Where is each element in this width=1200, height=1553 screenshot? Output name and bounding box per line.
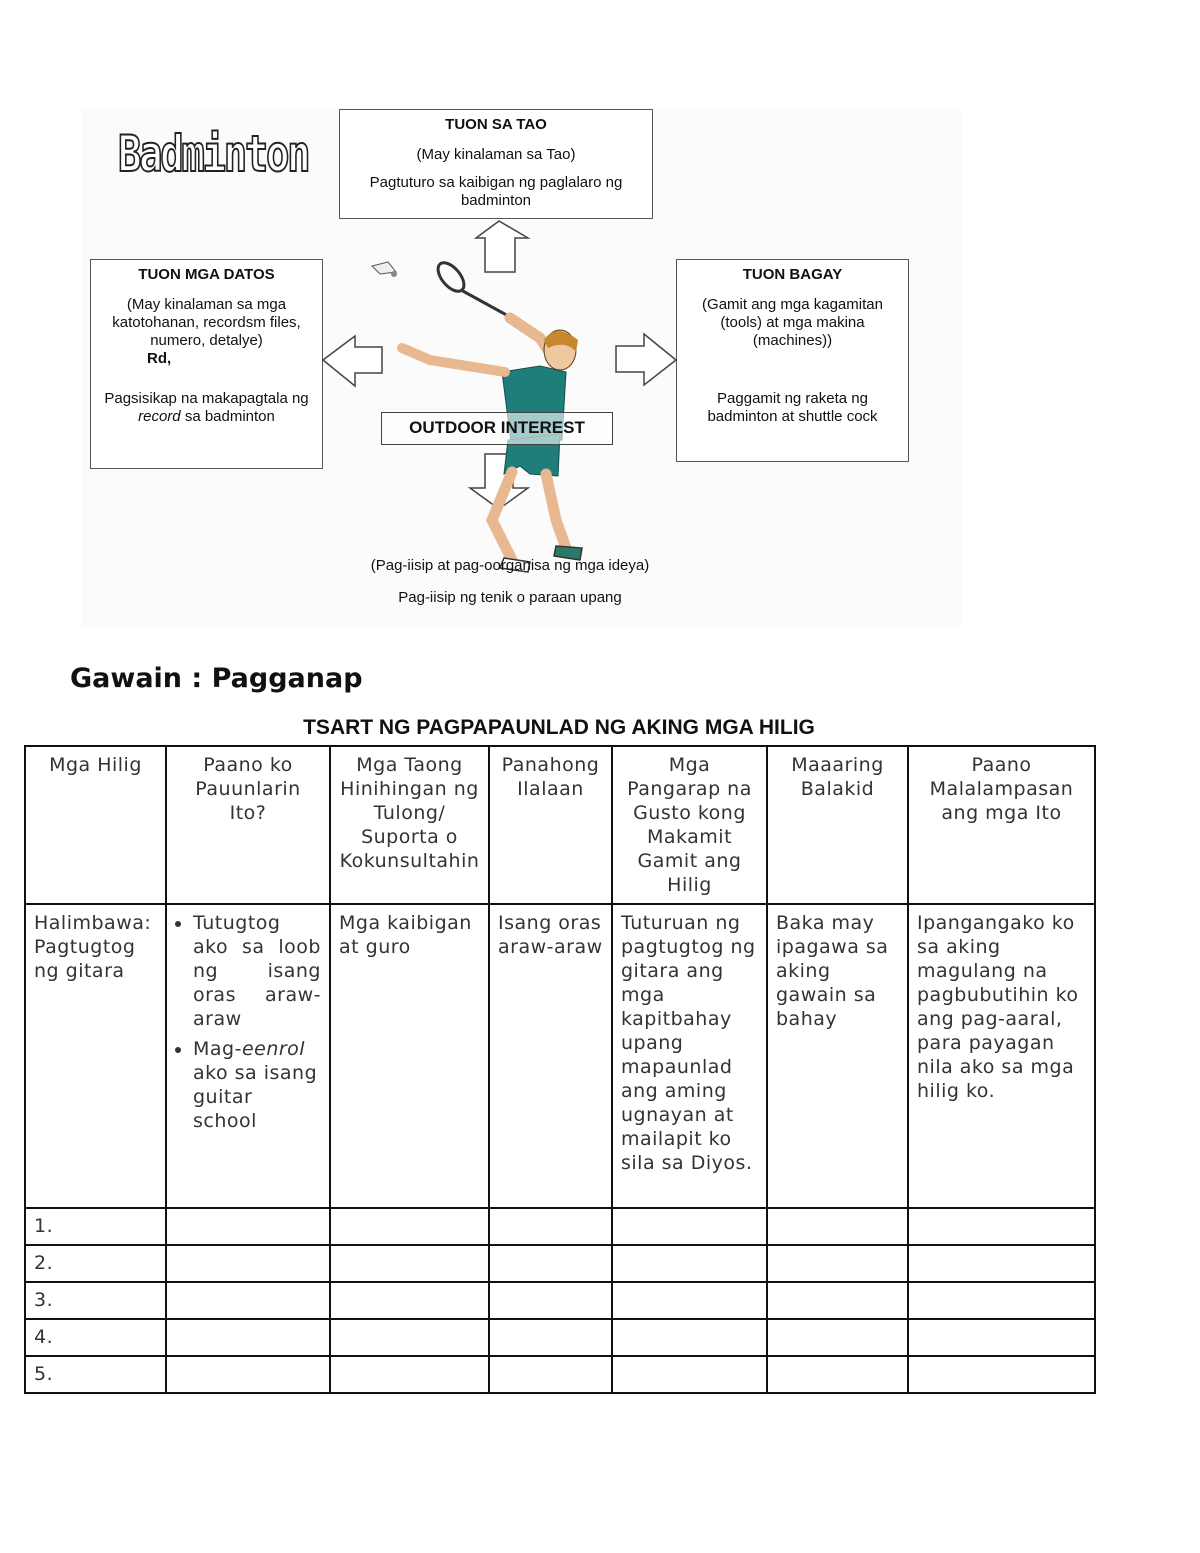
blank-cell[interactable] <box>908 1208 1095 1245</box>
tuon-datos-sub: (May kinalaman sa mga katotohanan, recordsm files, numero, detalye) <box>112 296 301 349</box>
example-malalampasan: Ipangangako ko sa aking magulang na pagbubutihin ko ang pag-aaral, para payagan nila ako sa mga hilig ko. <box>908 904 1095 1208</box>
table-header-row <box>25 746 1095 904</box>
hilig-table <box>24 745 1096 1394</box>
tuon-tao-text: Pagtuturo sa kaibigan ng paglalaro ng badminton <box>369 174 623 209</box>
ideya-text <box>360 557 660 621</box>
tuon-bagay-title: TUON BAGAY <box>742 266 843 283</box>
blank-cell[interactable] <box>908 1319 1095 1356</box>
example-paano <box>166 904 330 1208</box>
record-italic: record <box>138 408 181 425</box>
blank-cell[interactable] <box>489 1282 612 1319</box>
blank-cell[interactable] <box>767 1245 908 1282</box>
table-row <box>25 1245 1095 1282</box>
badminton-logo: Badminton <box>118 125 309 183</box>
header-taong: Mga Taong Hinihingan ng Tulong/ Suporta o Kokunsultahin <box>330 746 489 904</box>
tuon-bagay-sub: (Gamit ang mga kagamitan (tools) at mga makina (machines)) <box>702 296 883 349</box>
diagram-graphics <box>0 0 1200 640</box>
row-number: 3. <box>25 1282 166 1319</box>
blank-cell[interactable] <box>612 1245 767 1282</box>
blank-cell[interactable] <box>767 1282 908 1319</box>
gawain-title: Gawain : Pagganap <box>70 663 363 694</box>
blank-cell[interactable] <box>330 1245 489 1282</box>
blank-cell[interactable] <box>612 1208 767 1245</box>
blank-cell[interactable] <box>489 1245 612 1282</box>
tuon-tao-sub: (May kinalaman sa Tao) <box>416 146 576 163</box>
example-balakid: Baka may ipagawa sa aking gawain sa bahay <box>767 904 908 1208</box>
header-pangarap: Mga Pangarap na Gusto kong Makamit Gamit ang Hilig <box>612 746 767 904</box>
tuon-datos-text: Pagsisikap na makapagtala ng record sa badminton <box>104 390 309 425</box>
tuon-bagay-text: Paggamit ng raketa ng badminton at shuttle cock <box>707 390 878 425</box>
blank-cell[interactable] <box>767 1356 908 1393</box>
row-number: 4. <box>25 1319 166 1356</box>
blank-cell[interactable] <box>166 1356 330 1393</box>
tuon-datos-title: TUON MGA DATOS <box>138 266 275 283</box>
blank-cell[interactable] <box>330 1208 489 1245</box>
example-panahon: Isang oras araw-araw <box>489 904 612 1208</box>
tuon-tao-title: TUON SA TAO <box>445 116 547 133</box>
blank-cell[interactable] <box>612 1282 767 1319</box>
row-number: 5. <box>25 1356 166 1393</box>
blank-cell[interactable] <box>166 1282 330 1319</box>
up-arrow-icon <box>476 221 528 272</box>
header-paano: Paano ko Pauunlarin Ito? <box>166 746 330 904</box>
example-row <box>25 904 1095 1208</box>
blank-cell[interactable] <box>908 1245 1095 1282</box>
blank-cell[interactable] <box>612 1356 767 1393</box>
blank-cell[interactable] <box>166 1208 330 1245</box>
row-number: 2. <box>25 1245 166 1282</box>
blank-cell[interactable] <box>612 1319 767 1356</box>
header-hilig: Mga Hilig <box>25 746 166 904</box>
blank-cell[interactable] <box>908 1282 1095 1319</box>
blank-cell[interactable] <box>166 1319 330 1356</box>
table-row <box>25 1282 1095 1319</box>
tuon-datos-extra: Rd, <box>147 350 172 367</box>
paano-bullet-2: • Mag-eenrol ako sa isang guitar school <box>193 1037 321 1133</box>
blank-cell[interactable] <box>908 1356 1095 1393</box>
example-pangarap: Tuturuan ng pagtugtog ng gitara ang mga kapitbahay upang mapaunlad ang aming ugnayan at mailapit ko sila sa Diyos. <box>612 904 767 1208</box>
table-row <box>25 1356 1095 1393</box>
blank-cell[interactable] <box>489 1208 612 1245</box>
blank-cell[interactable] <box>166 1245 330 1282</box>
ideya-sub: (Pag-iisip at pag-oorganisa ng mga ideya) <box>370 557 650 574</box>
blank-cell[interactable] <box>489 1356 612 1393</box>
table-row <box>25 1319 1095 1356</box>
blank-cell[interactable] <box>330 1282 489 1319</box>
blank-cell[interactable] <box>330 1356 489 1393</box>
paano-bullet-1: • Tutugtog ako sa loob ng isang oras araw-araw <box>193 911 321 1031</box>
header-malalampasan: Paano Malalampasan ang mga Ito <box>908 746 1095 904</box>
header-panahon: Panahong Ilalaan <box>489 746 612 904</box>
right-arrow-icon <box>616 334 676 385</box>
row-number: 1. <box>25 1208 166 1245</box>
blank-cell[interactable] <box>330 1319 489 1356</box>
table-row <box>25 1208 1095 1245</box>
blank-cell[interactable] <box>767 1208 908 1245</box>
outdoor-interest-label: OUTDOOR INTEREST <box>381 412 613 445</box>
header-balakid: Maaaring Balakid <box>767 746 908 904</box>
example-taong: Mga kaibigan at guro <box>330 904 489 1208</box>
tsart-title: TSART NG PAGPAPAUNLAD NG AKING MGA HILIG <box>303 716 815 739</box>
blank-cell[interactable] <box>767 1319 908 1356</box>
example-hilig: Halimbawa: Pagtugtog ng gitara <box>25 904 166 1208</box>
shuttlecock-icon <box>372 262 397 277</box>
ideya-main: Pag-iisip ng tenik o paraan upang <box>398 589 622 606</box>
left-arrow-icon <box>323 336 382 386</box>
blank-cell[interactable] <box>489 1319 612 1356</box>
